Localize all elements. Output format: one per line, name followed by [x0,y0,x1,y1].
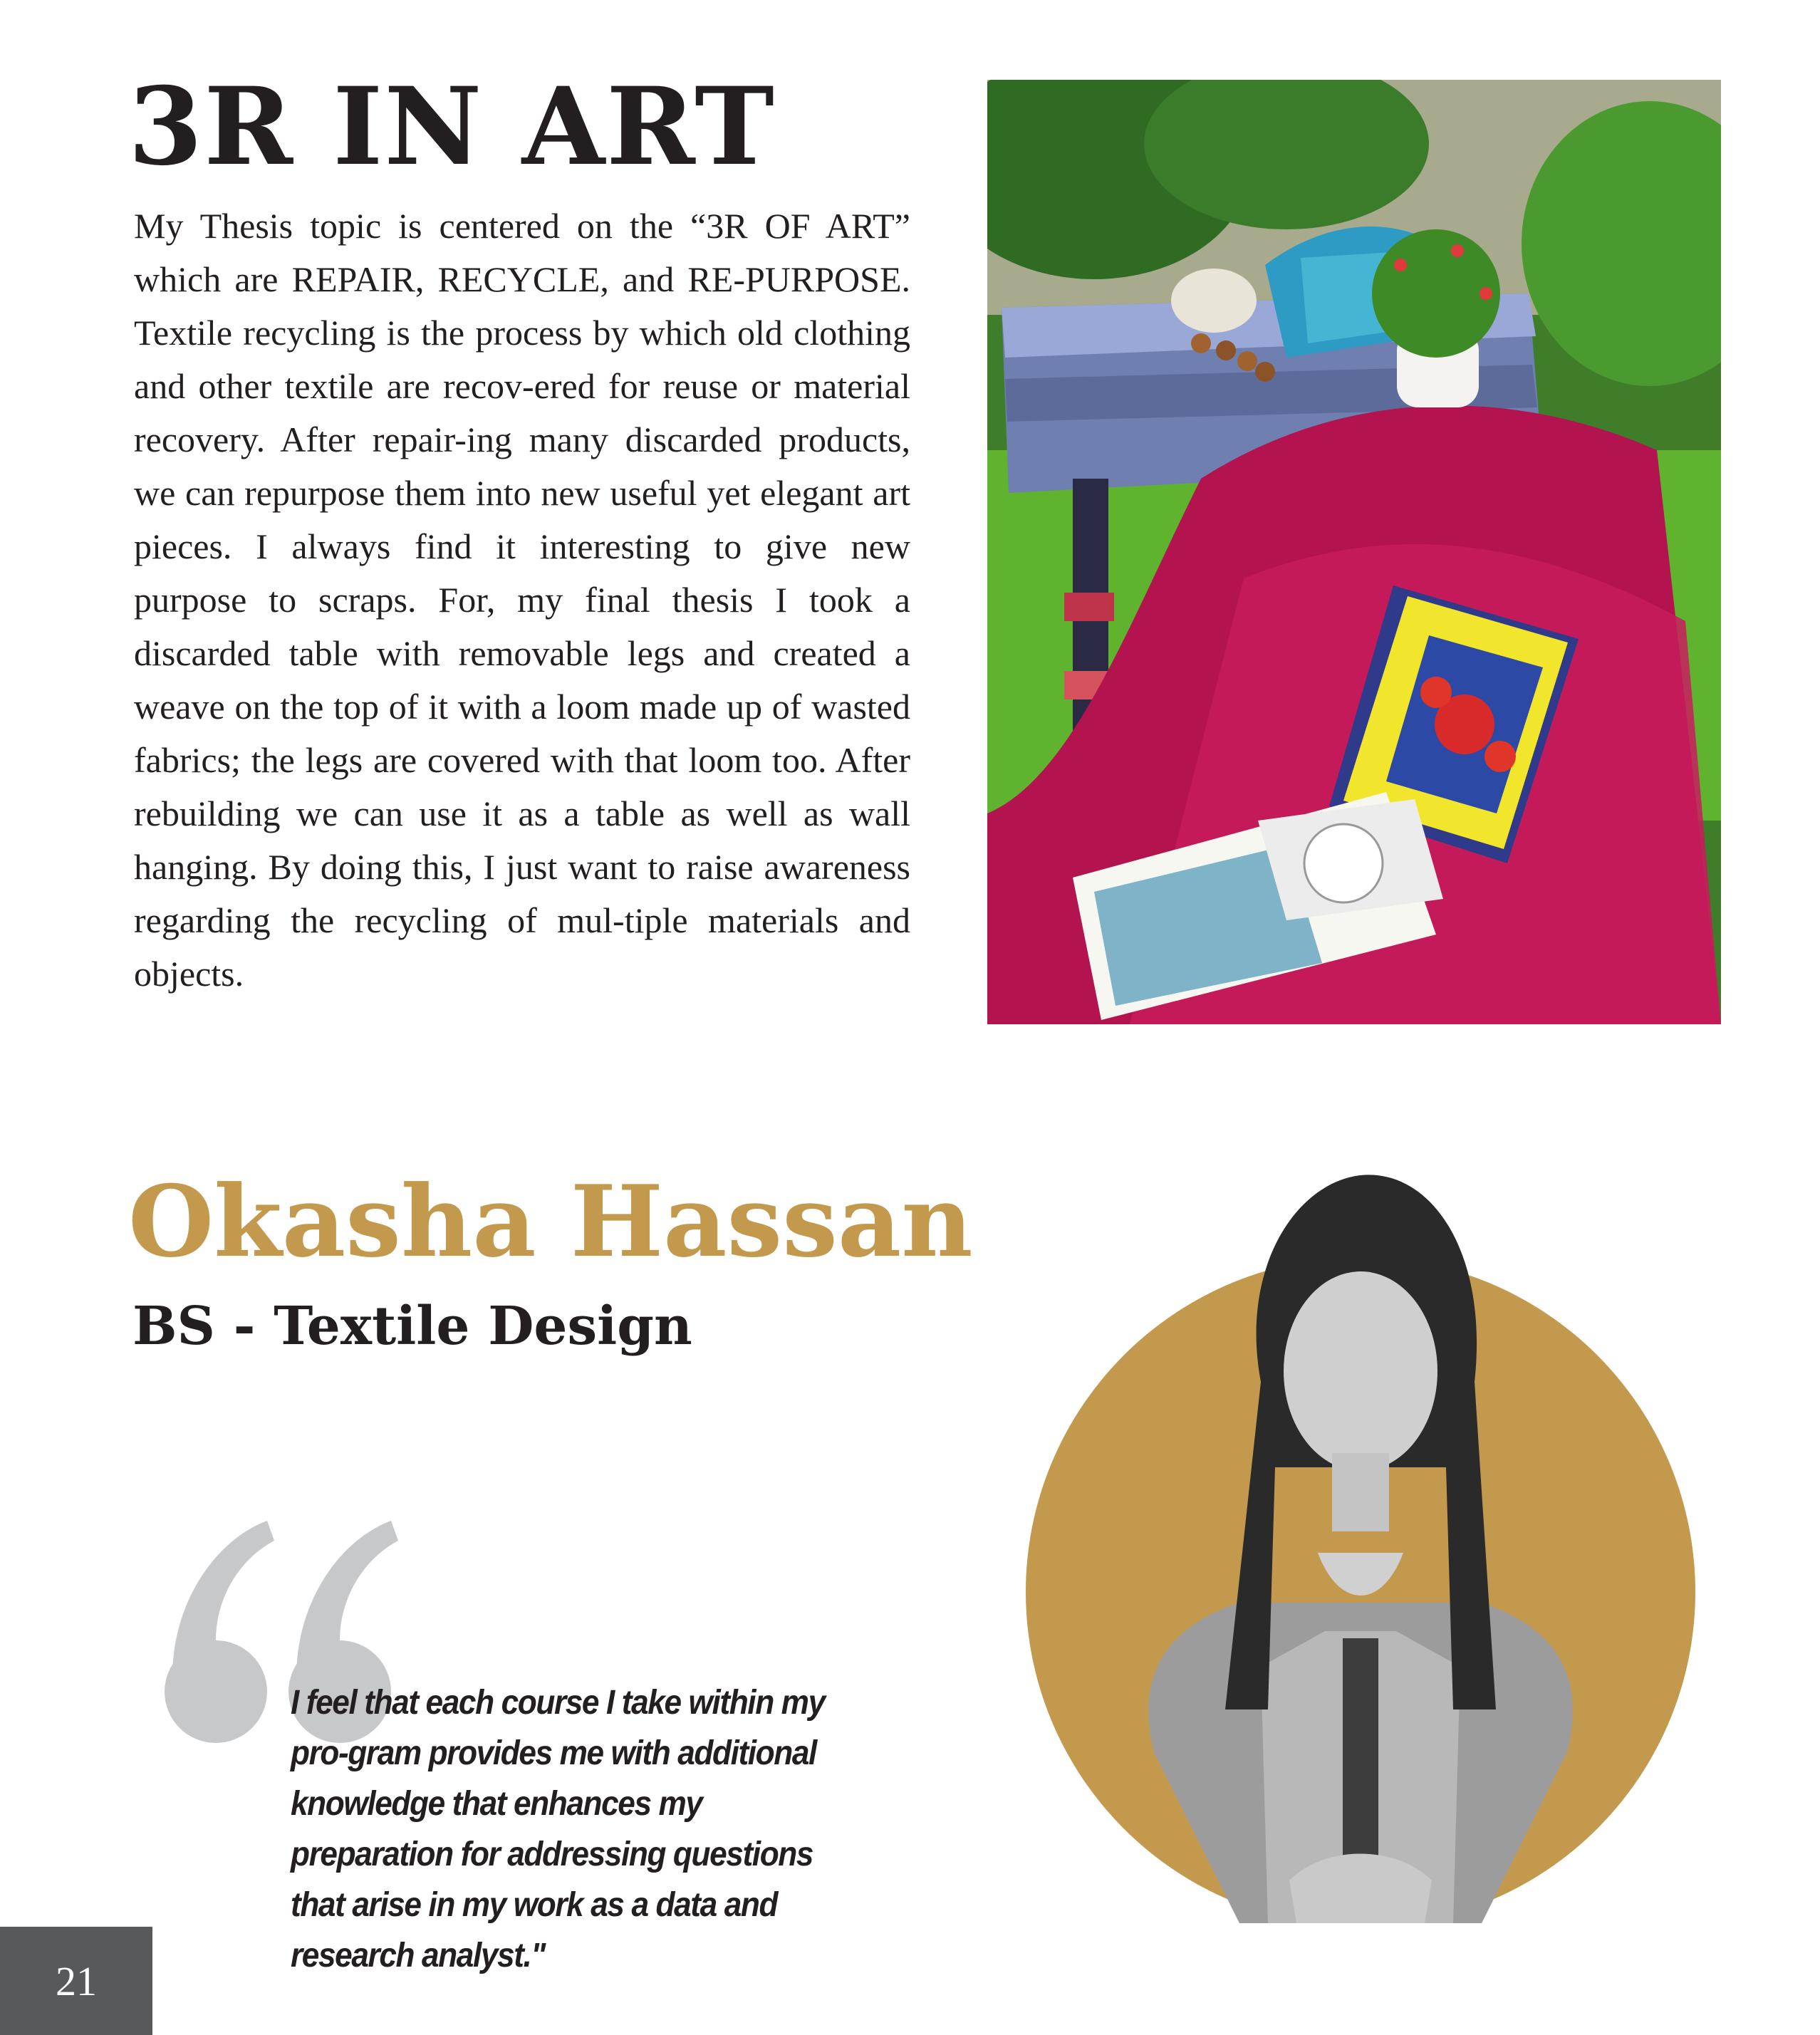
page-number: 21 [56,1957,97,2004]
artwork-photo-illustration [987,80,1721,1024]
artwork-photo [987,80,1721,1024]
student-name: Okasha Hassan [128,1163,973,1279]
article-title: 3R IN ART [128,64,776,189]
page-number-box [0,1927,152,2035]
student-program: BS - Textile Design [132,1296,692,1357]
article-body: My Thesis topic is centered on the “3R OF ART” which are REPAIR, RECYCLE, and RE-PURPOSE. Textile recycling is the process by which old clothing and other textile are recov-ered for reuse or material recovery. After repair-ing many discarded products, we can repurpose them into new useful yet elegant art pieces. I always find it interesting to give new purpose to scraps. For, my final thesis I took a discarded table with removable legs and created a weave on the top of it with a loom made up of wasted fabrics; the legs are covered with that loom too. After rebuilding we can use it as a table as well as wall hanging. By doing this, I just want to raise awareness regarding the recycling of mul-tiple materials and objects. [134,206,910,994]
student-portrait [1026,1168,1710,1923]
student-quote: I feel that each course I take within my pro-gram provides me with additional knowledge that enhances my preparation for addressing questions that arise in my work as a data and research analyst." [291,1684,825,1974]
